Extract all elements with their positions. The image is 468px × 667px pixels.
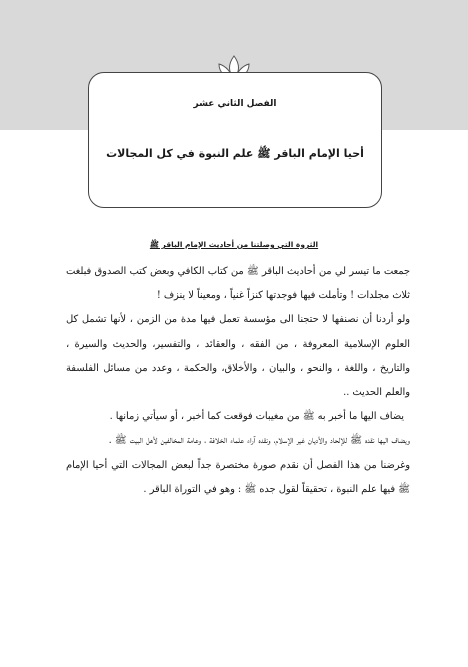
paragraph: ويضاف اليها نقده ﷺ للإلحاد والأديان غير الإسلام، ونقده آراء علماء الخلافة ، وعامة المخالفين لأهل البيت ﷺ . (108, 435, 410, 447)
chapter-title-box (88, 72, 382, 208)
paragraph: وغرضنا من هذا الفصل أن نقدم صورة مختصرة جداً لبعض المجالات التي أحيا الإمام ﷺ فيها علم النبوة ، تحقيقاً لقول جده ﷺ : وهو في التوراة الباقر . (66, 459, 410, 495)
section-heading: الثروة التي وصلتنا من أحاديث الإمام الباقر ﷺ (149, 240, 319, 249)
paragraph: ولو أردنا أن نصنفها لا حتجنا الى مؤسسة تعمل فيها مدة من الزمن ، لأنها تشمل كل العلوم الإسلامية المعروفة ، من الفقه ، والعقائد ، والتفسير، والحديث والسيرة ، والتاريخ ، واللغة ، والنحو ، والبيان ، والأخلاق، والحكمة ، وعدد من مسائل الفلسفة والعلم الحديث .. (66, 314, 410, 399)
paragraph: جمعت ما تيسر لي من أحاديث الباقر ﷺ من كتاب الكافي وبعض كتب الصدوق فبلغت ثلاث مجلدات ! وتأملت فيها فوجدتها كنزاً غنياً ، ومعيناً لا ينزف ! (66, 266, 410, 302)
body-text (66, 260, 410, 502)
chapter-number: الفصل الثاني عشر (193, 99, 277, 109)
chapter-title: أحيا الإمام الباقر ﷺ علم النبوة في كل المجالات (106, 147, 364, 160)
paragraph: يضاف اليها ما أخبر به ﷺ من مغيبات فوقعت كما أخبر ، أو سيأتي زمانها . (109, 411, 404, 423)
